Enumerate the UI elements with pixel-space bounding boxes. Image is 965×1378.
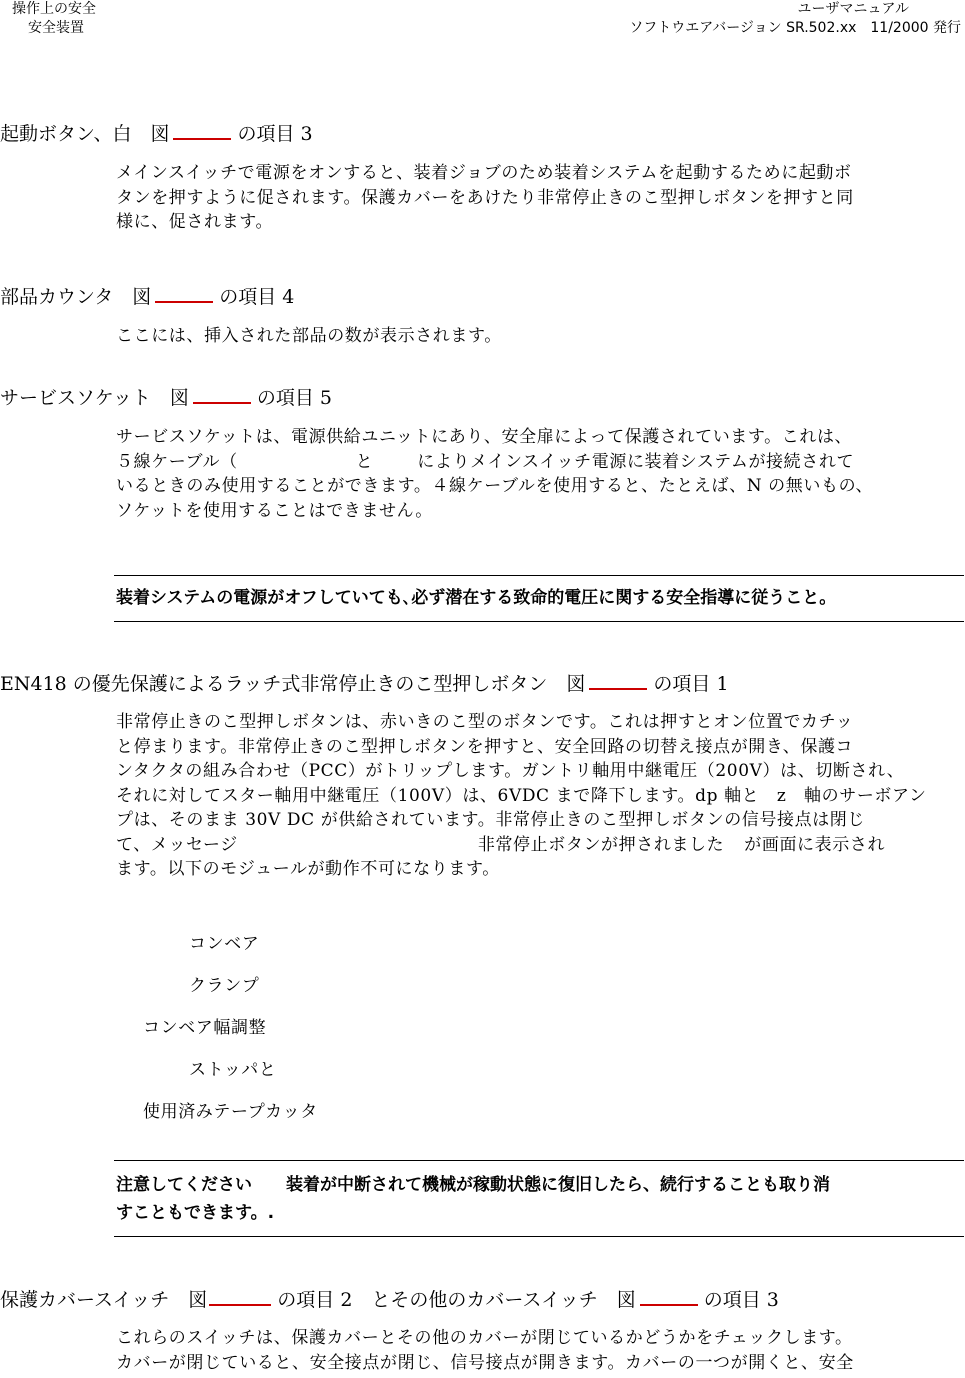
text-line: ンタクタの組み合わせ（PCC）がトリップします。ガントリ軸用中継電圧（200V）は、切断され、 [116, 761, 905, 781]
text-line: カバーが閉じていると、安全接点が閉じ、信号接点が開きます。カバーの一つが開くと、安全 [116, 1352, 854, 1373]
paragraph-parts-counter [116, 324, 964, 349]
heading-text: 起動ボタン、白 図 [0, 123, 170, 145]
figure-ref-blank [589, 670, 647, 690]
note-line: 注意してください 装着が中断されて機械が稼動状態に復旧したら、続行することも取り消 [116, 1175, 830, 1195]
screen-message: 非常停止ボタンが押されました [477, 834, 725, 855]
running-header-right [629, 0, 961, 38]
caution-note [114, 1160, 964, 1237]
paragraph-cover-switch [116, 1326, 964, 1375]
figure-ref-blank [640, 1286, 698, 1306]
heading-start-button [0, 120, 313, 146]
paragraph-service-socket [116, 425, 964, 523]
paragraph-emergency-stop [116, 710, 964, 882]
text-line: メインスイッチで電源をオンすると、装着ジョブのため装着システムを起動するために起動ボ [116, 163, 852, 183]
text-line: ソケットを使用することはできません。 [116, 500, 433, 521]
header-version: ソフトウエアバージョン SR.502.xx 11/2000 発行 [629, 20, 961, 36]
heading-item: の項目 4 [219, 286, 295, 308]
heading-text: 部品カウンタ 図 [0, 286, 152, 308]
text-line: タンを押すように促されます。保護カバーをあけたり非常停止きのこ型押しボタンを押すと同 [116, 187, 854, 208]
heading-parts-counter [0, 283, 294, 309]
text-line: ５線ケーブル（ と によりメインスイッチ電源に装着システムが接続されて [116, 451, 855, 472]
text-line: サービスソケットは、電源供給ユニットにあり、安全扉によって保護されています。これは、 [116, 427, 853, 447]
heading-emergency-stop [0, 670, 729, 696]
text-line: と停まります。非常停止きのこ型押しボタンを押すと、安全回路の切替え接点が開き、保護コ [116, 736, 854, 757]
text-line: て、メッセージ 非常停止ボタンが押されました が画面に表示され [116, 834, 886, 855]
figure-ref-blank [193, 384, 251, 404]
figure-ref-blank [209, 1286, 271, 1306]
note-label: 注意してください [116, 1175, 252, 1195]
text-line: それに対してスター軸用中継電圧（100V）は、6VDC まで降下します。dp 軸と z 軸のサーボアン [116, 785, 927, 806]
text-line: 様に、促されます。 [116, 212, 274, 232]
text-line: これらのスイッチは、保護カバーとその他のカバーが閉じているかどうかをチェックします。 [116, 1328, 853, 1348]
list-item-conveyor-width: コンベア幅調整 [143, 1018, 267, 1038]
safety-note [114, 575, 964, 622]
list-item-stopper: ストッパと [189, 1060, 277, 1080]
heading-item: の項目 2 とその他のカバースイッチ 図 [277, 1289, 636, 1311]
list-item-conveyor: コンベア [189, 934, 260, 954]
text-line: いるときのみ使用することができます。４線ケーブルを使用すると、たとえば、N の無いもの、 [116, 476, 874, 496]
text-line: プは、そのまま 30V DC が供給されています。非常停止きのこ型押しボタンの信号接点は閉じ [116, 810, 865, 830]
running-header-left [12, 0, 96, 38]
list-item-tape-cutter: 使用済みテープカッタ [143, 1102, 318, 1122]
heading-text: EN418 の優先保護によるラッチ式非常停止きのこ型押しボタン 図 [0, 673, 586, 695]
text-line: ます。以下のモジュールが動作不可になります。 [116, 859, 500, 879]
heading-text: 保護カバースイッチ 図 [0, 1289, 208, 1311]
heading-item: の項目 5 [256, 387, 333, 409]
heading-text: サービスソケット 図 [0, 387, 189, 409]
heading-service-socket [0, 384, 332, 410]
heading-cover-switch [0, 1286, 779, 1312]
figure-ref-blank [155, 283, 213, 303]
heading-item: の項目 3 [237, 123, 313, 145]
header-manual-title: ユーザマニュアル [797, 1, 909, 17]
note-line: すこともできます。. [116, 1203, 275, 1223]
paragraph-start-button [116, 161, 964, 235]
list-item-clamp: クランプ [189, 976, 260, 996]
figure-ref-blank [173, 120, 231, 140]
note-text: 装着システムの電源がオフしていても､必ず潜在する致命的電圧に関する安全指導に従うこと。 [116, 588, 837, 608]
header-chapter: 操作上の安全 [12, 1, 96, 17]
text-line: ここには、挿入された部品の数が表示されます。 [116, 326, 502, 346]
heading-item: の項目 1 [653, 673, 729, 695]
text-line: 非常停止きのこ型押しボタンは、赤いきのこ型のボタンです。これは押すとオン位置でカチッ [116, 712, 854, 732]
heading-item: の項目 3 [703, 1289, 779, 1311]
header-section: 安全装置 [28, 20, 84, 36]
